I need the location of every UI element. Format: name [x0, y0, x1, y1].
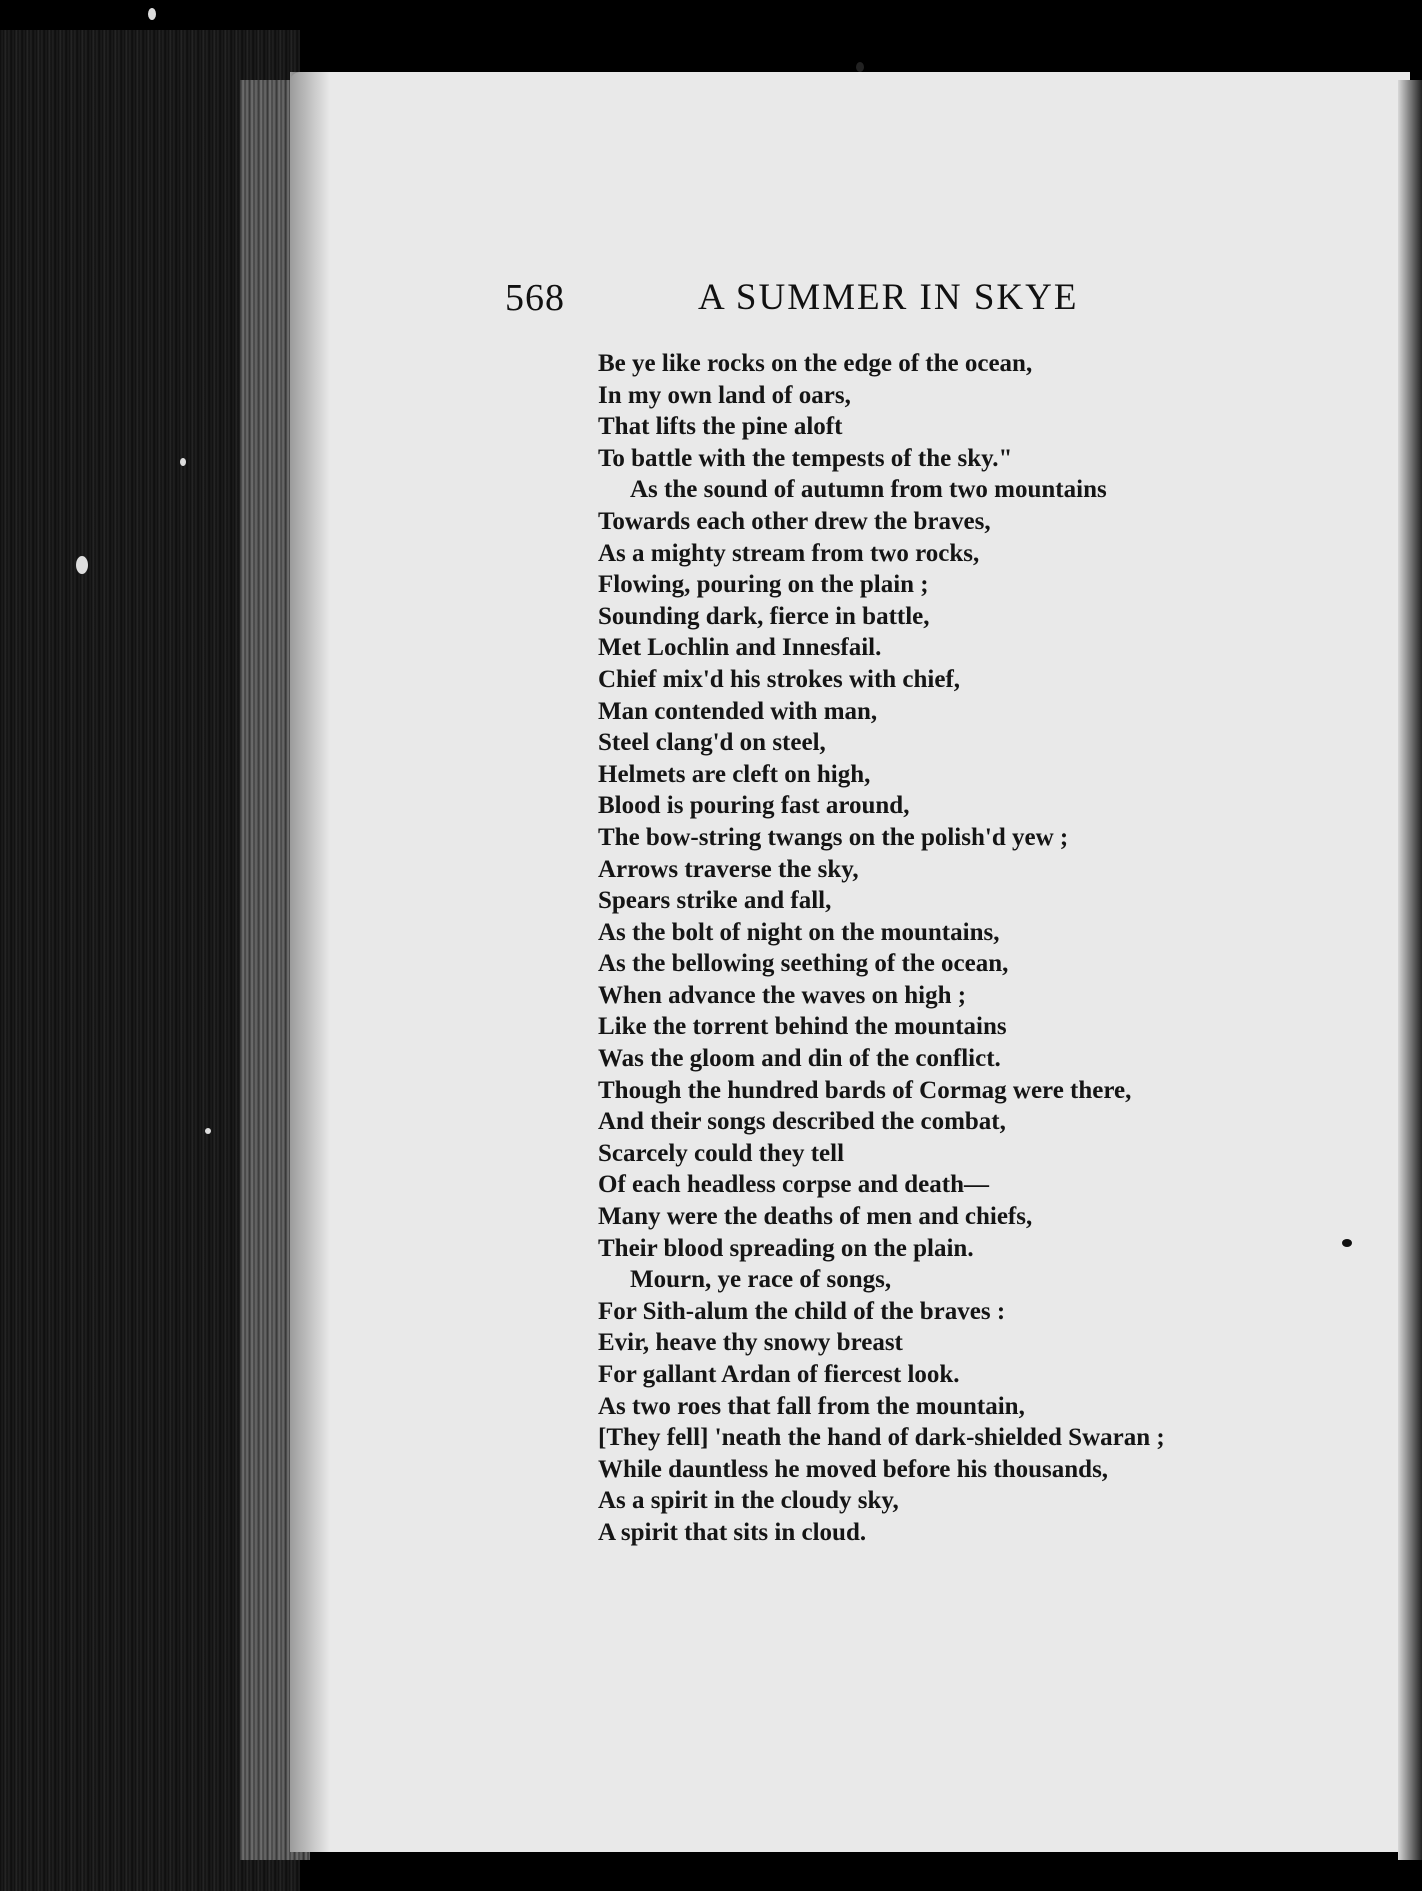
poem-line: While dauntless he moved before his thousands,	[598, 1455, 1109, 1483]
poem-line: Like the torrent behind the mountains	[598, 1013, 1007, 1041]
poem-line: Chief mix'd his strokes with chief,	[598, 665, 961, 693]
dust-speck	[205, 1128, 211, 1134]
poem-line: As the bellowing seething of the ocean,	[598, 950, 1009, 978]
poem-text	[598, 348, 1258, 1549]
poem-line: A spirit that sits in cloud.	[598, 1518, 867, 1546]
poem-line: Man contended with man,	[598, 697, 878, 725]
poem-line: When advance the waves on high ;	[598, 981, 967, 1009]
poem-line: As two roes that fall from the mountain,	[598, 1392, 1025, 1420]
page-number: 568	[505, 277, 565, 319]
dust-speck	[148, 8, 156, 20]
poem-line: Scarcely could they tell	[598, 1139, 845, 1167]
page-right-edge	[1398, 80, 1422, 1860]
poem-line: In my own land of oars,	[598, 381, 851, 409]
poem-line: Their blood spreading on the plain.	[598, 1234, 974, 1262]
poem-line: Sounding dark, fierce in battle,	[598, 602, 930, 630]
poem-line: For Sith-alum the child of the braves :	[598, 1297, 1006, 1325]
poem-line: Mourn, ye race of songs,	[630, 1266, 892, 1294]
poem-line: Was the gloom and din of the conflict.	[598, 1045, 1001, 1073]
poem-line: [They fell] 'neath the hand of dark-shielded Swaran ;	[598, 1424, 1165, 1452]
poem-line: To battle with the tempests of the sky."	[598, 444, 1013, 472]
poem-line: Evir, heave thy snowy breast	[598, 1329, 903, 1357]
poem-line: Met Lochlin and Innesfail.	[598, 634, 882, 662]
dust-speck	[180, 458, 186, 466]
poem-line: Blood is pouring fast around,	[598, 792, 910, 820]
poem-line: As the sound of autumn from two mountains	[630, 476, 1107, 504]
dust-speck	[76, 556, 88, 574]
poem-line: Steel clang'd on steel,	[598, 729, 826, 757]
poem-line: Though the hundred bards of Cormag were there,	[598, 1076, 1132, 1104]
poem-line: Of each headless corpse and death—	[598, 1171, 989, 1199]
poem-line: As the bolt of night on the mountains,	[598, 918, 1000, 946]
poem-line: Many were the deaths of men and chiefs,	[598, 1203, 1033, 1231]
poem-line: The bow-string twangs on the polish'd yew ;	[598, 823, 1069, 851]
poem-line: And their songs described the combat,	[598, 1108, 1006, 1136]
poem-line: That lifts the pine aloft	[598, 413, 843, 441]
poem-line: As a mighty stream from two rocks,	[598, 539, 980, 567]
dust-speck	[856, 62, 864, 72]
running-title: A SUMMER IN SKYE	[698, 277, 1079, 318]
dust-speck	[1342, 1239, 1352, 1247]
poem-line: As a spirit in the cloudy sky,	[598, 1487, 899, 1515]
poem-line: Flowing, pouring on the plain ;	[598, 571, 929, 599]
poem-line: Spears strike and fall,	[598, 887, 832, 915]
poem-line: Arrows traverse the sky,	[598, 855, 859, 883]
gutter-shadow	[290, 72, 330, 1852]
poem-line: Be ye like rocks on the edge of the ocean,	[598, 350, 1033, 377]
poem-line: Helmets are cleft on high,	[598, 760, 871, 788]
poem-line: For gallant Ardan of fiercest look.	[598, 1361, 960, 1388]
poem-line: Towards each other drew the braves,	[598, 507, 991, 535]
